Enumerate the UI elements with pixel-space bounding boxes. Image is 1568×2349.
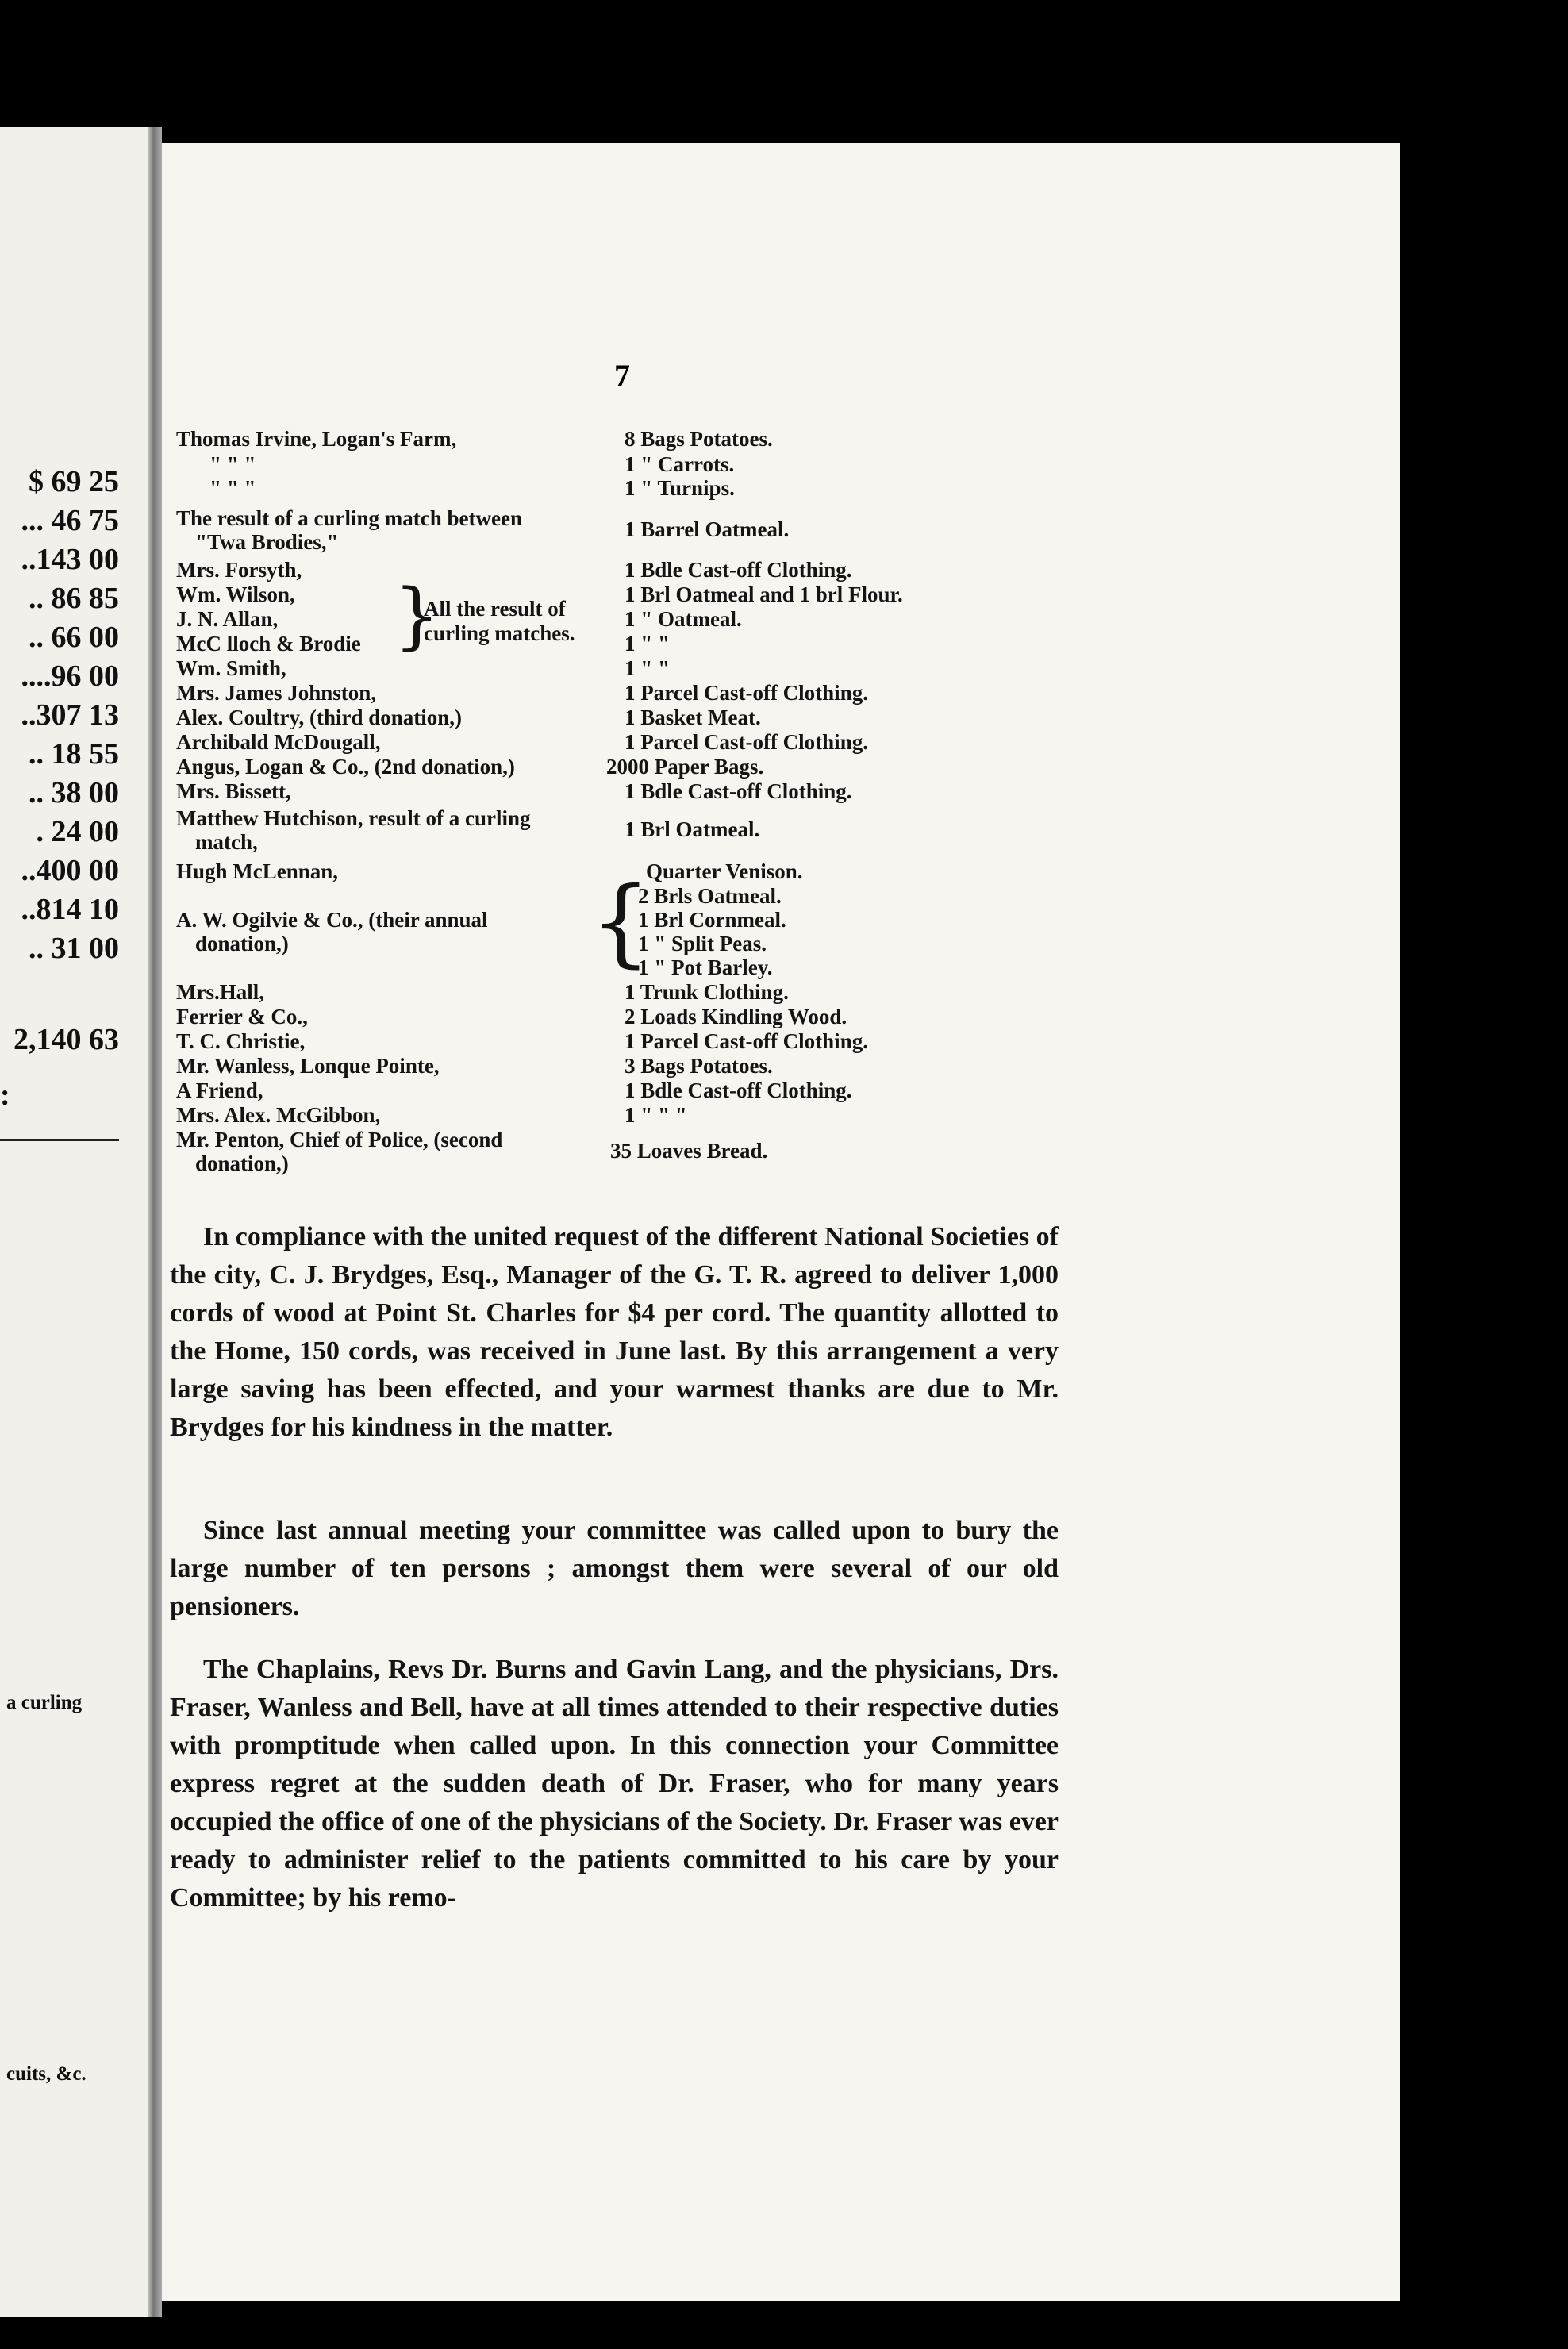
donor-name: Wm. Smith, (176, 656, 286, 680)
donor-name: donation,) (195, 1151, 289, 1175)
page-number: 7 (614, 358, 630, 394)
donor-name: "Twa Brodies," (195, 530, 339, 554)
donor-name: Mrs. Forsyth, (176, 558, 302, 582)
left-amount: .. 38 00 (29, 776, 119, 809)
left-amount: .. 18 55 (29, 737, 119, 771)
donor-name: Thomas Irvine, Logan's Farm, (176, 427, 457, 451)
donor-name: McC lloch & Brodie (176, 632, 361, 655)
curling-note: curling matches. (424, 621, 575, 645)
left-amount: .. 31 00 (29, 932, 119, 965)
left-colon: : (0, 1078, 10, 1112)
donation-item: 1 Brl Cornmeal. (638, 908, 786, 932)
donor-name: Matthew Hutchison, result of a curling (176, 806, 531, 830)
donor-name: Mrs.Hall, (176, 980, 264, 1004)
left-snippet: a curling (6, 1692, 83, 1713)
donation-item: 1 " Oatmeal. (625, 607, 742, 631)
donation-item: 1 Parcel Cast-off Clothing. (625, 730, 868, 754)
page (162, 143, 1400, 2301)
left-amount: ....96 00 (21, 659, 119, 693)
donation-item: 1 Brl Oatmeal. (625, 817, 760, 841)
paragraph: In compliance with the united request of the different National Societies of the city, C. J. Brydges, Esq., Manager of the G. T. R. agreed to deliver 1,000 cords of wood at Point St. Charles for $4 per cord. The quantity allotted to the Home, 150 cords, was received in June last. By this arrangement a very large saving has been effected, and your warmest thanks are due to Mr. Brydges for his kindness in the matter. (170, 1222, 1059, 1442)
donation-item: 1 " Turnips. (625, 476, 735, 500)
donor-name: J. N. Allan, (176, 607, 279, 631)
donation-item: 1 Parcel Cast-off Clothing. (625, 681, 868, 705)
left-amount: ..400 00 (21, 854, 119, 887)
donor-name: A Friend, (176, 1078, 263, 1102)
donation-item: 1 Barrel Oatmeal. (625, 517, 790, 541)
paragraph: The Chaplains, Revs Dr. Burns and Gavin Lang, and the physicians, Drs. Fraser, Wanless and Bell, have at all times attended to their respective duties with promptitude when called upon. In this connection your Committee express regret at the sudden death of Dr. Fraser, who for many years occupied the office of one of the physicians of the Society. Dr. Fraser was ever ready to administer relief to the patients committed to his care by your Committee; by his remo- (170, 1655, 1059, 1913)
donor-name: Hugh McLennan, (176, 859, 339, 883)
donation-item: 1 Trunk Clothing. (625, 980, 789, 1004)
donation-item: 1 Bdle Cast-off Clothing. (625, 558, 852, 582)
donation-item: 35 Loaves Bread. (610, 1139, 768, 1163)
donation-item: 2 Loads Kindling Wood. (625, 1005, 847, 1028)
previous-page-strip (0, 127, 159, 2317)
page-gutter (148, 127, 162, 2317)
donation-item: Quarter Venison. (646, 859, 803, 883)
donor-name: donation,) (195, 932, 289, 955)
donor-name: Alex. Coultry, (third donation,) (176, 705, 463, 729)
brace-icon: } (394, 573, 440, 658)
left-amount: ..143 00 (21, 543, 119, 576)
donation-item: 1 " " " (625, 1103, 687, 1127)
donation-item: 1 Brl Oatmeal and 1 brl Flour. (625, 582, 903, 606)
donation-item: 8 Bags Potatoes. (625, 427, 773, 451)
donation-item: 1 Bdle Cast-off Clothing. (625, 779, 852, 803)
left-amount: .. 66 00 (29, 621, 119, 654)
donor-name: Mrs. James Johnston, (176, 681, 377, 705)
donor-name: " " " (209, 452, 256, 476)
brace-icon: { (590, 867, 651, 978)
total-rule (0, 1139, 119, 1141)
donation-item: 1 " Pot Barley. (638, 955, 773, 979)
left-amount: . 24 00 (36, 815, 119, 848)
donor-name: Mr. Wanless, Lonque Pointe, (176, 1054, 440, 1078)
donor-name: " " " (209, 476, 256, 500)
donor-name: Mr. Penton, Chief of Police, (second (176, 1128, 503, 1151)
donation-item: 1 " " (625, 632, 670, 655)
left-total: 2,140 63 (13, 1023, 119, 1056)
donor-name: Ferrier & Co., (176, 1005, 308, 1028)
donation-item: 1 " " (625, 656, 670, 680)
paragraph: Since last annual meeting your committee was called upon to bury the large number of ten persons ; amongst them were several of our old pensioners. (170, 1516, 1059, 1621)
left-amount: .. 86 85 (29, 582, 119, 615)
donation-item: 1 " Split Peas. (638, 932, 767, 955)
donation-item: 3 Bags Potatoes. (625, 1054, 773, 1078)
left-amount: ..307 13 (21, 698, 119, 732)
left-amount: ..814 10 (21, 893, 119, 926)
donor-name: Archibald McDougall, (176, 730, 381, 754)
donor-name: Wm. Wilson, (176, 582, 295, 606)
donation-item: 2000 Paper Bags. (606, 755, 764, 779)
donor-name: Angus, Logan & Co., (2nd donation,) (176, 755, 515, 779)
donor-name: The result of a curling match between (176, 506, 522, 530)
donor-name: match, (195, 830, 258, 854)
donation-item: 1 " Carrots. (625, 452, 735, 476)
donation-item: 2 Brls Oatmeal. (638, 884, 782, 908)
donor-name: Mrs. Bissett, (176, 779, 291, 803)
donation-item: 1 Parcel Cast-off Clothing. (625, 1029, 868, 1053)
left-amount: ... 46 75 (21, 504, 119, 537)
donation-item: 1 Basket Meat. (625, 705, 761, 729)
donation-item: 1 Bdle Cast-off Clothing. (625, 1078, 852, 1102)
left-amount: $ 69 25 (29, 465, 119, 498)
curling-note: All the result of (424, 597, 566, 621)
donor-name: A. W. Ogilvie & Co., (their annual (176, 908, 488, 932)
donor-name: Mrs. Alex. McGibbon, (176, 1103, 381, 1127)
left-snippet: cuits, &c. (6, 2063, 86, 2085)
donor-name: T. C. Christie, (176, 1029, 306, 1053)
